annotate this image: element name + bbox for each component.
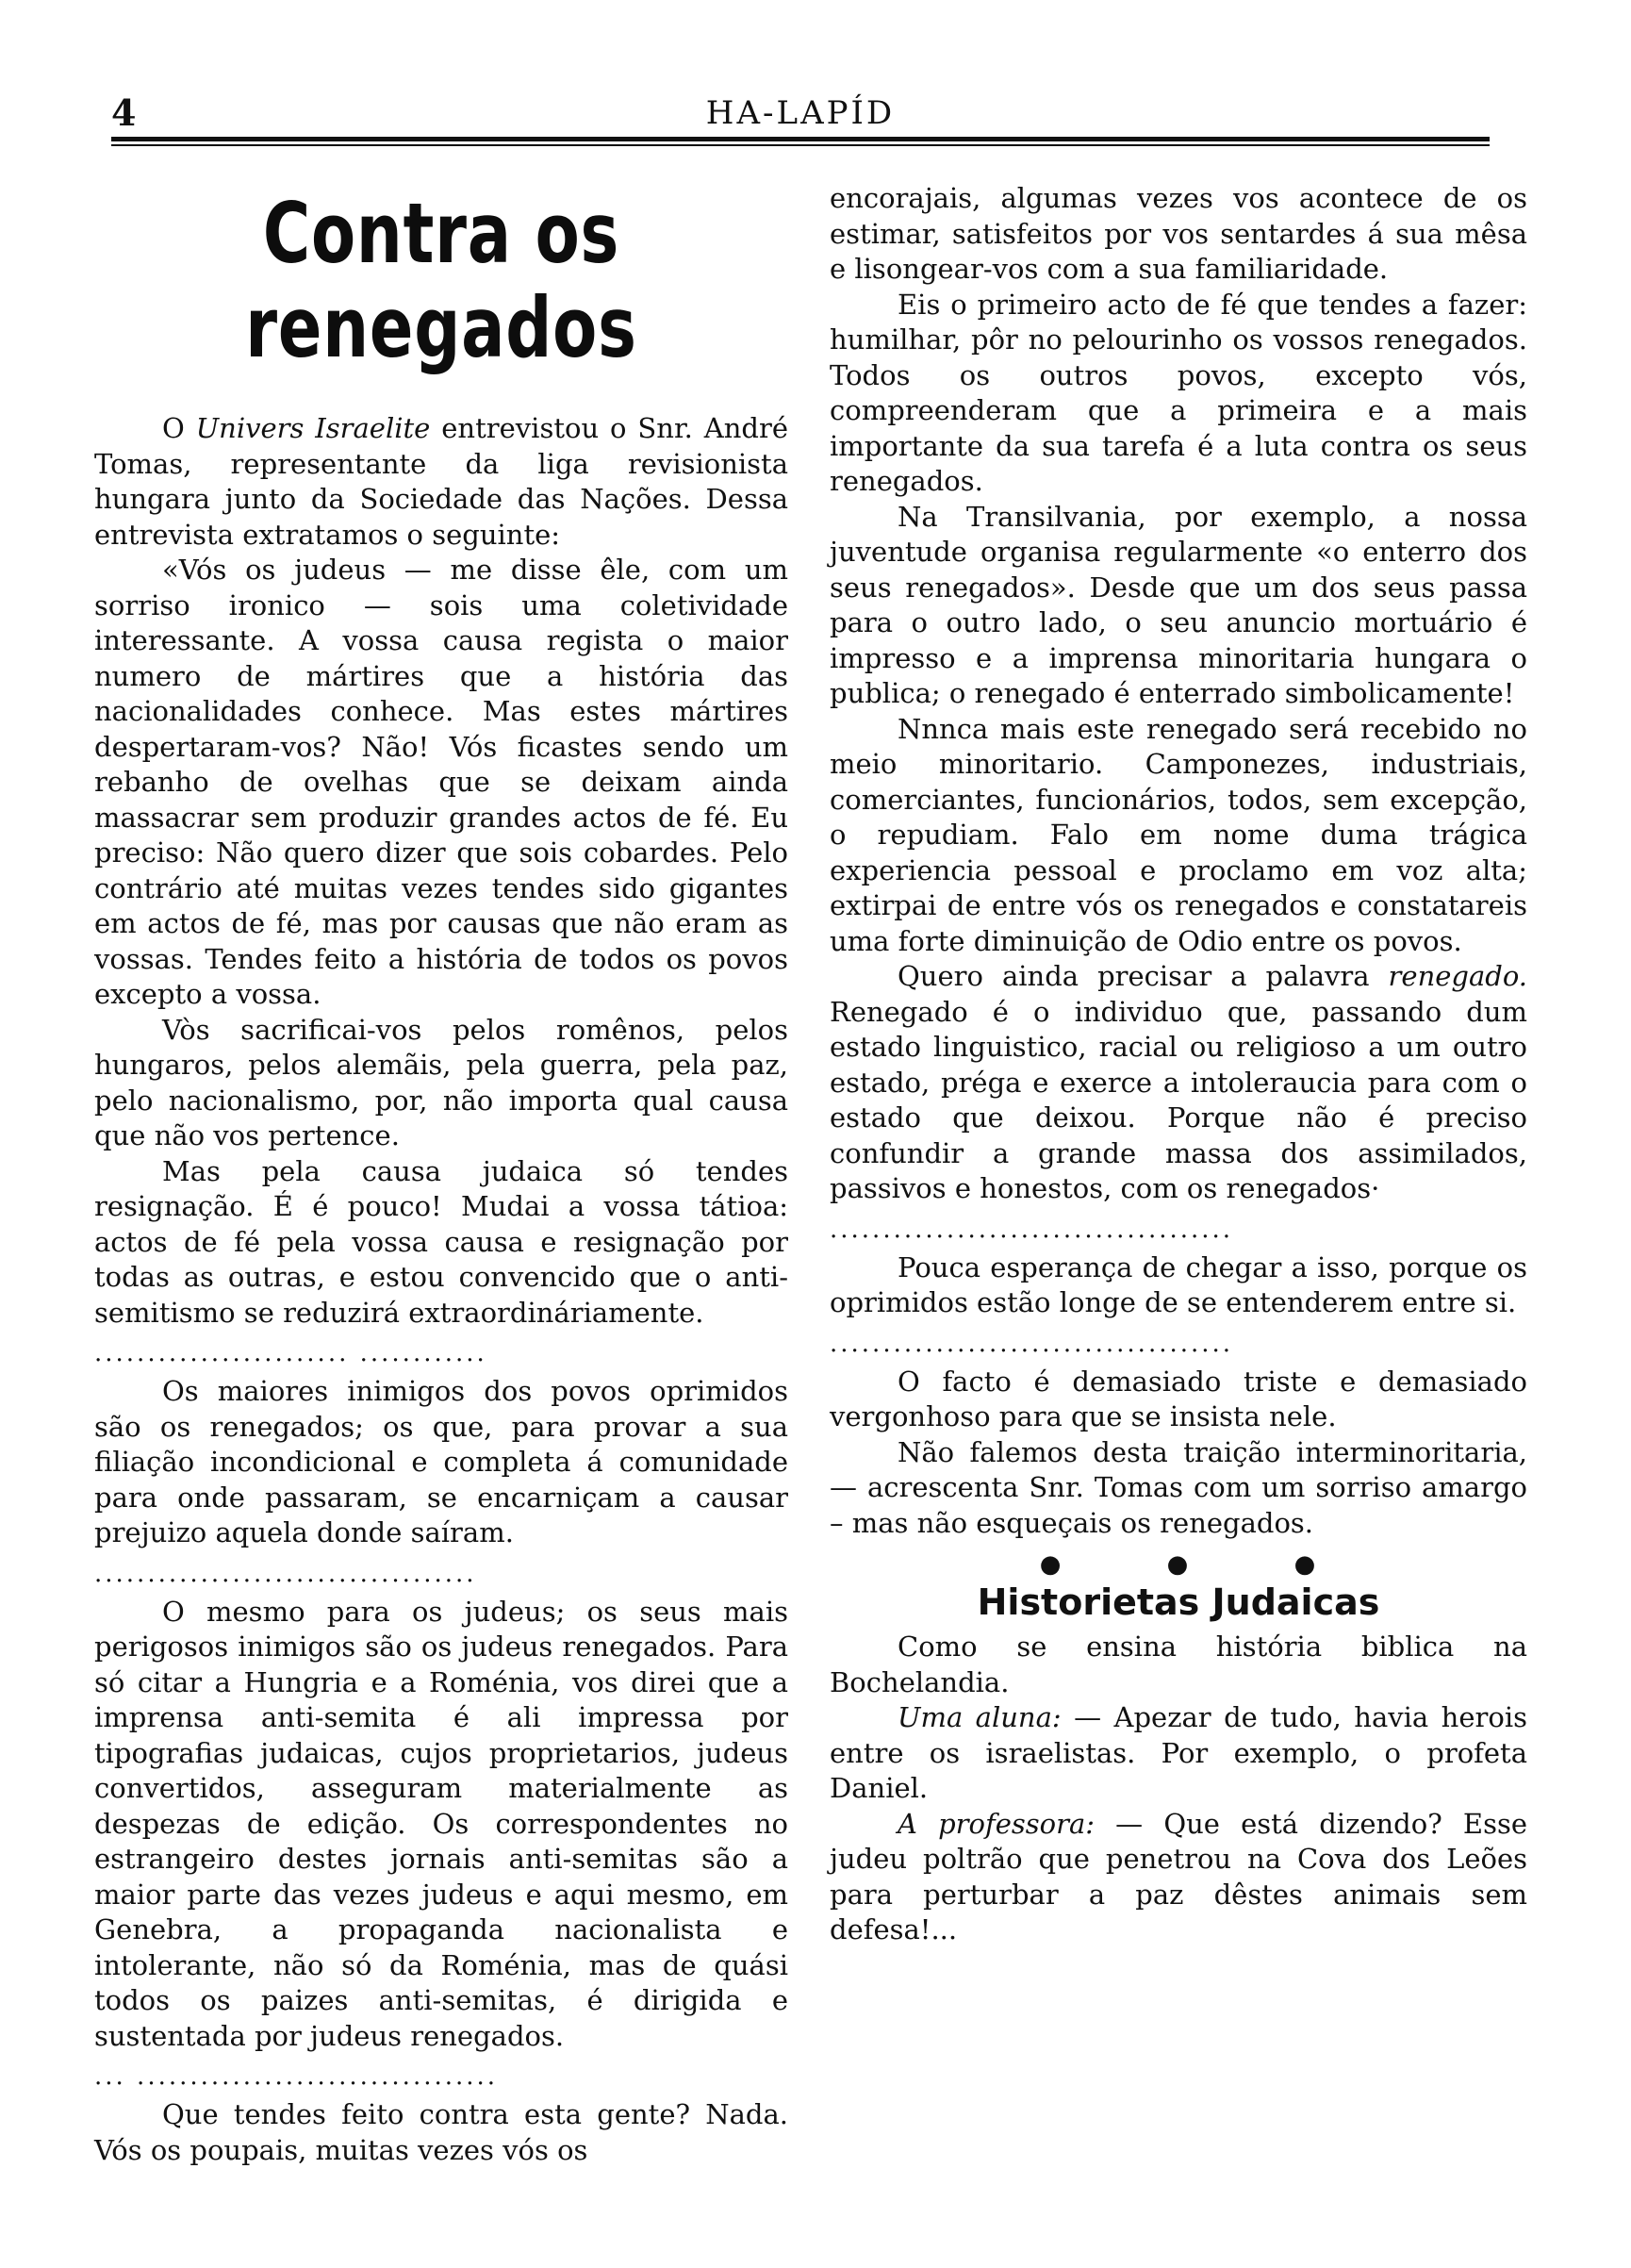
- article-headline: Contra os renegados: [245, 185, 637, 376]
- section-title: Historietas Judaicas: [977, 1581, 1380, 1623]
- page-number: 4: [111, 91, 137, 134]
- article-paragraph: Os maiores inimigos dos povos oprimidos são os renegados; os que, para provar a sua filiação incondicional e completa á comunidade para onde passaram, se encarniçam a causar prejuizo aquela donde saíram.: [94, 1375, 788, 1548]
- article-paragraph: Mas pela causa judaica só tendes resignação. É é pouco! Mudai a vossa tátioa: actos de fé pela vossa causa e resignação por todas as outras, e estou convencido que o anti-semitismo se reduzirá extraordináriamente.: [94, 1154, 788, 1329]
- story-paragraph: Uma aluna: — Apezar de tudo, havia herois entre os israelistas. Por exemplo, o profeta Daniel.: [830, 1701, 1527, 1804]
- section-ornament: ● ● ●: [1039, 1550, 1365, 1579]
- dotted-separator: ........................ ............: [94, 1339, 487, 1367]
- story-paragraph: Como se ensina história biblica na Bochelandia.: [830, 1631, 1527, 1698]
- article-paragraph: Quero ainda precisar a palavra renegado. Renegado é o individuo que, passando dum estado linguistico, racial ou religioso a um outro estado, préga e exerce a intoleraucia para com o estado que deixou. Porque não é preciso confundir a grande massa dos assimilados, passivos e honestos, com os renegados·: [830, 960, 1527, 1204]
- article-paragraph: Vòs sacrificai-vos pelos romênos, pelos hungaros, pelos alemãis, pela guerra, pela paz, pelo nacionalismo, por, não importa qual causa que não vos pertence.: [94, 1013, 788, 1151]
- dotted-separator: ....................................: [94, 1559, 477, 1588]
- article-paragraph: O facto é demasiado triste e demasiado vergonhoso para que se insista nele.: [830, 1365, 1527, 1432]
- emphasized-word: renegado.: [1388, 960, 1527, 992]
- article-paragraph: Pouca esperança de chegar a isso, porque os oprimidos estão longe de se entenderem entre si.: [830, 1250, 1527, 1318]
- speaker-label: Uma aluna:: [898, 1701, 1062, 1733]
- dotted-separator: ......................................: [830, 1329, 1234, 1358]
- dotted-separator: ... ..................................: [94, 2062, 499, 2091]
- article-paragraph: «Vós os judeus — me disse êle, com um sorriso ironico — sois uma coletividade interessante. A vossa causa regista o maior numero de mártires que a história das nacionalidades conhece. Mas estes mártires despertaram-vos? Não! Vós ficastes sendo um rebanho de ovelhas que se deixam ainda massacrar sem produzir grandes actos de fé. Eu preciso: Não quero dizer que sois cobardes. Pelo contrário até muitas vezes tendes sido gigantes em actos de fé, mas por causas que não eram as vossas. Tendes feito a história de todos os povos excepto a vossa.: [94, 554, 788, 1010]
- right-column: [830, 181, 1527, 1948]
- article-paragraph: Nnnca mais este renegado será recebido no meio minoritario. Camponezes, industriais, comerciantes, funcionários, todos, sem excepção, o repudiam. Falo em nome duma trágica experiencia pessoal e proclamo em voz alta; extirpai de entre vós os renegados e constatareis uma forte diminuição de Odio entre os povos.: [830, 712, 1527, 957]
- article-paragraph: O Univers Israelite entrevistou o Snr. André Tomas, representante da liga revisionista hungara junto da Sociedade das Nações. Dessa entrevista extratamos o seguinte:: [94, 412, 788, 551]
- dotted-separator: ......................................: [830, 1215, 1234, 1244]
- article-paragraph: O mesmo para os judeus; os seus mais perigosos inimigos são os judeus renegados. Para só citar a Hungria e a Roménia, vos direi que a imprensa anti-semita é ali impressa por tipografias judaicas, cujos proprietarios, judeus convertidos, asseguram materialmente as despezas de edição. Os correspondentes no estrangeiro destes jornais anti-semitas são a maior parte das vezes judeus e aqui mesmo, em Genebra, a propaganda nacionalista e intolerante, não só da Roménia, mas de quási todos os paizes anti-semitas, é dirigida e sustentada por judeus renegados.: [94, 1595, 788, 2052]
- story-paragraph: A professora: — Que está dizendo? Esse judeu poltrão que penetrou na Cova dos Leões para perturbar a paz dêstes animais sem defesa!...: [830, 1807, 1527, 1945]
- article-paragraph: Que tendes feito contra esta gente? Nada. Vós os poupais, muitas vezes vós os: [94, 2098, 788, 2166]
- speaker-label: A professora:: [898, 1807, 1096, 1840]
- left-column: [94, 187, 788, 2168]
- page-header: [111, 92, 1490, 134]
- header-rule-thin: [111, 144, 1490, 146]
- header-rule-thick: [111, 137, 1490, 141]
- running-title: HA-LAPÍD: [705, 94, 896, 132]
- article-paragraph: Na Transilvania, por exemplo, a nossa juventude organisa regularmente «o enterro dos seus renegados». Desde que um dos seus passa para o outro lado, o seu anuncio mortuário é impresso e a imprensa minoritaria hungara o publica; o renegado é enterrado simbolicamente!: [830, 500, 1527, 709]
- article-paragraph: Eis o primeiro acto de fé que tendes a fazer: humilhar, pôr no pelourinho os vossos renegados. Todos os outros povos, excepto vós, compreenderam que a primeira e a mais importante da sua tarefa é a luta contra os seus renegados.: [830, 288, 1527, 497]
- article-paragraph: Não falemos desta traição interminoritaria, — acrescenta Snr. Tomas com um sorriso amargo – mas não esqueçais os renegados.: [830, 1435, 1527, 1539]
- article-paragraph: encorajais, algumas vezes vos acontece de os estimar, satisfeitos por vos sentardes á sua mêsa e lisongear-vos com a sua familiaridade.: [830, 182, 1527, 285]
- publication-name: Univers Israelite: [195, 412, 431, 444]
